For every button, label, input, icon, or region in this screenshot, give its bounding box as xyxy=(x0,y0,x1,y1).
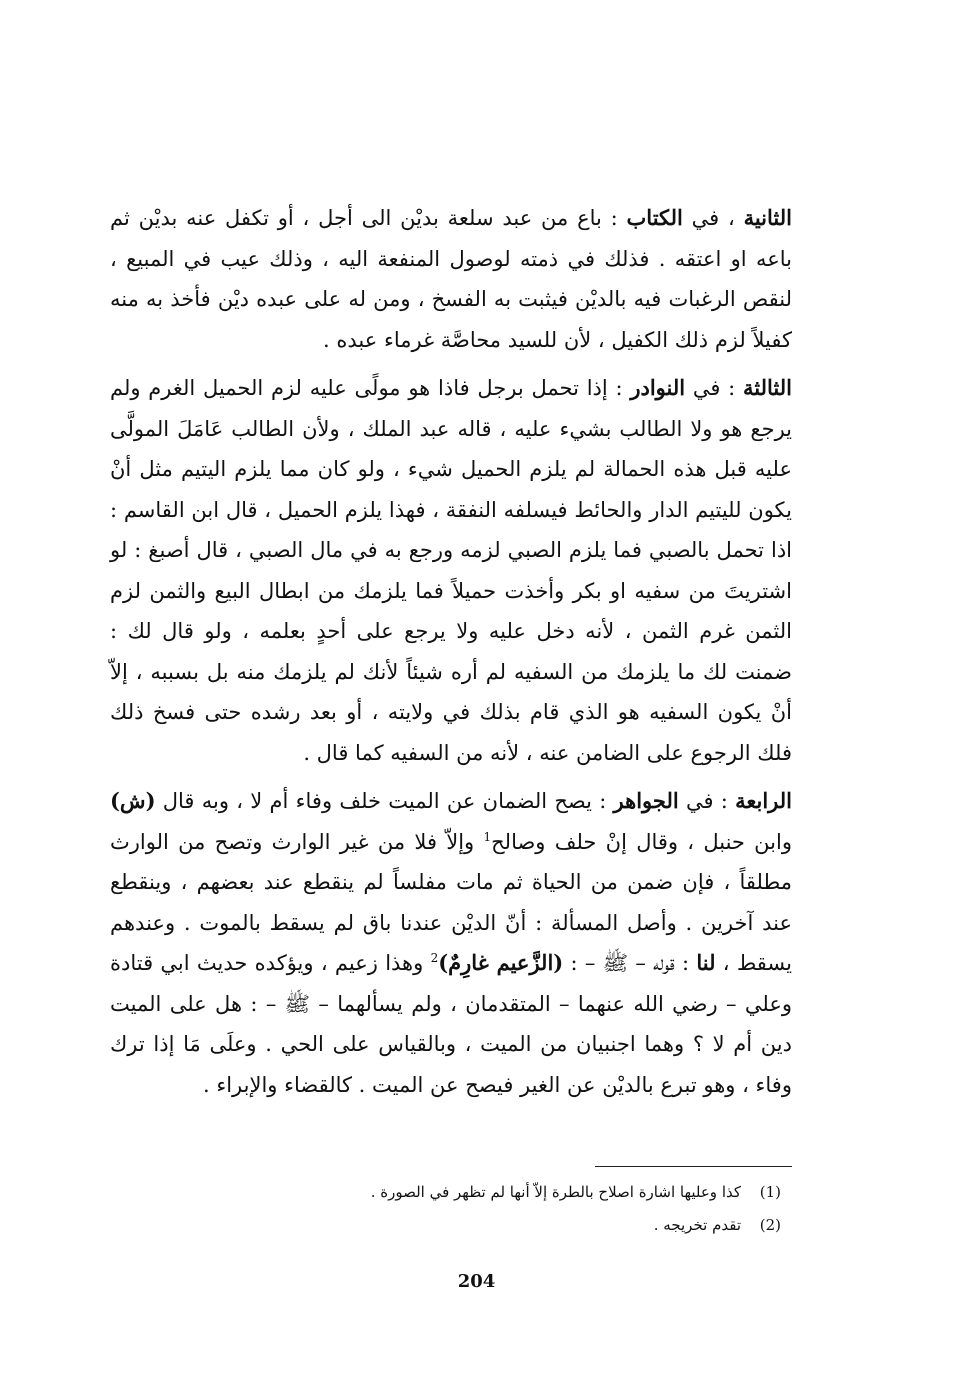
footnote-1 xyxy=(371,1183,781,1201)
paragraph-lead: الثالثة xyxy=(743,375,792,400)
paragraph-third xyxy=(110,368,792,773)
source-name: الكتاب xyxy=(626,205,683,230)
footnote-number: (1) xyxy=(759,1183,781,1201)
source-name: الجواهر xyxy=(613,788,679,813)
paragraph-fourth xyxy=(110,781,792,1105)
main-text xyxy=(110,198,792,1105)
hadith-quote: (الزَّعيم غارِمٌ) xyxy=(438,950,564,975)
footnote-separator xyxy=(595,1166,792,1167)
paragraph-lead: الثانية xyxy=(743,205,792,230)
paragraph-second xyxy=(110,198,792,360)
paragraph-text: وهذا زعيم ، ويؤكده حديث ابي قتادة وعلي – رضي الله عنهما – المتقدمان ، ولم يسألهما – ﷺ – : هل على الميت دين أم لا ؟ وهما اجنبيان من الميت ، وبالقياس على الحي . وعلَى مَا إذا ترك وفاء ، وهو تبرع بالديْن عن الغير فيصح عن الميت . كالقضاء والإبراء . xyxy=(110,951,792,1097)
footnote-number: (2) xyxy=(759,1216,781,1234)
source-name: النوادر xyxy=(630,375,686,400)
paragraph-lead: الرابعة xyxy=(735,788,792,813)
paragraph-text: وإلاّ فلا من غير الوارث وتصح من الوارث مطلقاً ، فإن ضمن من الحياة ثم مات مفلساً لم ينقطع عند بعضهم ، وينقطع عند آخرين . وأصل المسألة : أنّ الديْن عندنا باق لم يسقط بالموت . وعندهم يسقط ، xyxy=(110,829,792,975)
footnote-text: تقدم تخريجه . xyxy=(653,1216,741,1234)
paragraph-text: : باع من عبد سلعة بديْن الى أجل ، أو تكفل عنه بديْن ثم باعه او اعتقه . فذلك في ذمته لوصول المنفعة اليه ، وذلك عيب في المبيع ، لنقص الرغبات فيه بالديْن فيثبت به الفسخ ، ومن له على عبده ديْن فأخذ به منه كفيلاً لزم ذلك الكفيل ، لأن للسيد محاصَّة غرماء عبده . xyxy=(110,206,792,352)
paragraph-text: وابن حنبل ، وقال إنْ حلف وصالح xyxy=(491,829,792,854)
lana-keyword: لنا xyxy=(696,950,716,975)
separator: : في xyxy=(685,376,744,400)
footnote-2 xyxy=(654,1216,781,1234)
shafii-abbrev: (ش) xyxy=(110,788,156,813)
paragraph-text: : إذا تحمل برجل فاذا هو مولًى عليه لزم الحميل الغرم ولم يرجع هو ولا الطالب بشيء عليه ، قاله عبد الملك ، ولأن الطالب عَامَلَ المولَّى عليه قبل هذه الحمالة لم يلزم الحميل شيء ، ولو كان مما يلزم اليتيم مثل أنْ يكون لليتيم الدار والحائط فيسلفه النفقة ، فهذا يلزم الحميل ، قال ابن القاسم : اذا تحمل بالصبي فما يلزم الصبي لزمه ورجع به في مال الصبي ، قال أصبغ : لو اشتريتَ من سفيه او بكر وأخذت حميلاً فما يلزمك من ابطال البيع والثمن لزم الثمن غرم الثمن ، لأنه دخل عليه ولا يرجع على أحدٍ بعلمه ، ولو قال لك : ضمنت لك ما يلزمك من السفيه لم أره شيئاً لأنك لم يلزمك منه بل بسببه ، إلاّ أنْ يكون السفيه هو الذي قام بذلك في ولايته ، أو بعد رشده حتى فسخ ذلك فلك الرجوع على الضامن عنه ، لأنه من السفيه كما قال . xyxy=(110,376,792,765)
separator: : في xyxy=(678,789,736,813)
footnote-text: كذا وعليها اشارة اصلاح بالطرة إلاّ أنها لم تظهر في الصورة . xyxy=(370,1183,741,1201)
page-number: 204 xyxy=(457,1271,496,1292)
separator: ، في xyxy=(682,206,744,230)
paragraph-text: : يصح الضمان عن الميت خلف وفاء أم لا ، وبه قال xyxy=(155,789,614,813)
footnote-ref-1: 1 xyxy=(483,829,492,844)
paragraph-text: : قوله – ﷺ – : xyxy=(563,951,697,975)
footnote-ref-2: 2 xyxy=(430,951,439,965)
